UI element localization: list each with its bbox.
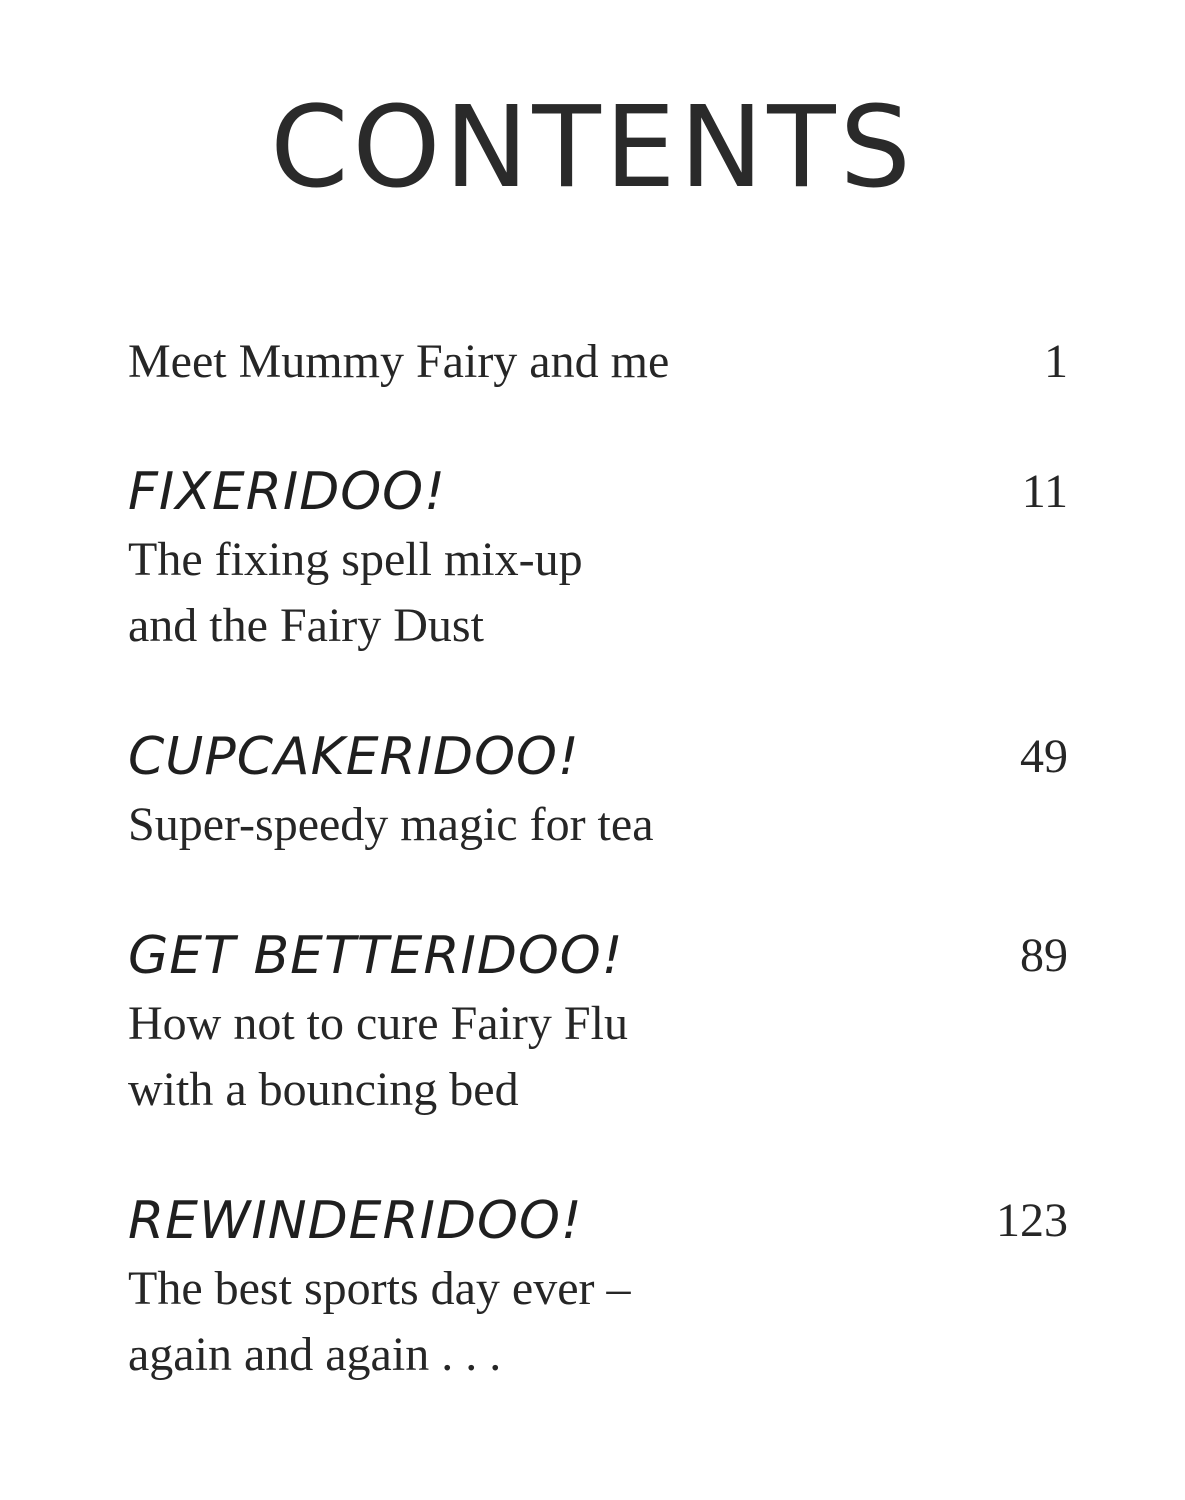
toc-chapter-subtitle-line: with a bouncing bed xyxy=(128,1063,519,1116)
toc-page-number: 49 xyxy=(1020,730,1068,783)
toc-entry-heading xyxy=(128,722,1068,792)
toc-page-number: 1 xyxy=(1044,335,1068,388)
toc-entry-rewinderidoo[interactable] xyxy=(128,1186,1068,1388)
toc-entry-heading xyxy=(128,457,1068,527)
toc-chapter-title: GET BETTERIDOO! xyxy=(128,926,624,986)
toc-entry-get-betteridoo[interactable] xyxy=(128,921,1068,1123)
toc-chapter-subtitle-line: The fixing spell mix-up xyxy=(128,533,583,586)
toc-chapter-subtitle-line: The best sports day ever – xyxy=(128,1262,631,1315)
toc-page-number: 123 xyxy=(996,1194,1068,1247)
toc-entry-title: Meet Mummy Fairy and me xyxy=(128,335,670,388)
toc-chapter-subtitle-line: How not to cure Fairy Flu xyxy=(128,997,628,1050)
toc-chapter-title: REWINDERIDOO! xyxy=(128,1191,583,1251)
toc-entry-heading xyxy=(128,1186,1068,1256)
toc-chapter-subtitle-line: Super-speedy magic for tea xyxy=(128,798,654,851)
toc-page-number: 89 xyxy=(1020,929,1068,982)
page-title: CONTENTS xyxy=(270,83,915,213)
toc-entry-heading xyxy=(128,921,1068,991)
toc-entry-fixeridoo[interactable] xyxy=(128,457,1068,659)
toc-entry-cupcakeridoo[interactable] xyxy=(128,722,1068,858)
toc-chapter-title: FIXERIDOO! xyxy=(128,462,446,522)
toc-chapter-subtitle-line: and the Fairy Dust xyxy=(128,599,484,652)
toc-entry-intro[interactable] xyxy=(128,327,1068,397)
toc-page-number: 11 xyxy=(1021,465,1068,518)
toc-chapter-subtitle-line: again and again . . . xyxy=(128,1328,502,1381)
toc-entry-heading xyxy=(128,327,1068,397)
toc-chapter-title: CUPCAKERIDOO! xyxy=(128,727,580,787)
